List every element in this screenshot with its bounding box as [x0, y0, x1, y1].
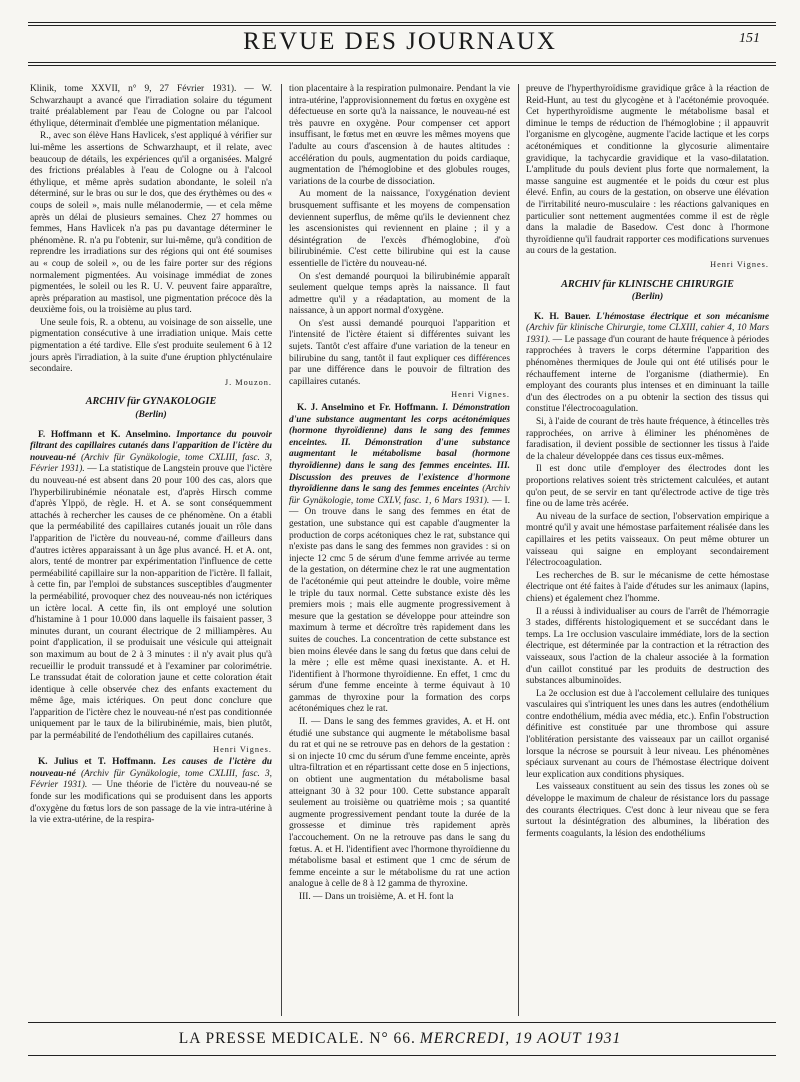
footer-rule-top: [28, 1022, 776, 1023]
article-title: L'hémostase électrique et son mécanisme: [596, 311, 770, 322]
column-divider-1: [281, 84, 282, 1016]
article-text: — Une théorie de l'ictère du nouveau-né se fonde sur les modifications qui se produisent dans les apports d'oxygène du fœtus lors de son passage de la vie intra-utérine à la vie extra-utérine, de la respira-: [30, 780, 273, 826]
column-3: [526, 84, 769, 841]
article-title: Importance du pouvoir filtrant des capillaires cutanés dans l'apparition de l'ictère du nouveau-né: [30, 429, 273, 463]
article: [526, 312, 769, 841]
header-rule-bottom: [28, 62, 776, 63]
paragraph: II. — Dans le sang des femmes gravides, A. et H. ont étudié une substance qui augmente le métabolisme basal du rat et qui ne se retrouve pas en dehors de la gestation : si on injecte 10 cmc du sérum d'une femme enceinte, après ultra-filtration et en répartissant cette dose en 5 injections, on obtient une augmentation du métabolisme basal atteignant 30 à 32 pour 100. Cette substance apparaît seulement au troisième ou quatrième mois ; sa quantité augmente progressivement pendant toute la durée de la grossesse et diminue très rapidement après l'accouchement. On ne la retrouve pas dans le sang du fœtus. A. et H. l'identifient avec l'hormone thyroïdienne du métabolisme basal et estiment que 1 cmc de sérum de femme enceinte a sur le métabolisme du rat une action analogue à celle de 8 à 12 gamma de thyroxine.: [289, 717, 510, 890]
article-body: [526, 312, 769, 416]
paragraph: Au niveau de la surface de section, l'observation empirique a montré qu'il y avait une hémostase parfaitement réalisée dans les capillaires et les petits vaisseaux. On peut même obturer un vaisseau qui saigne en employant secondairement l'électrocoagulation.: [526, 511, 770, 569]
page-number: 151: [739, 31, 760, 46]
section-title: ARCHIV für KLINISCHE CHIRURGIE: [561, 278, 734, 290]
paragraph: Au moment de la naissance, l'oxygénation devient brusquement suffisante et les moyens de compensation deviennent superflus, de même qu'ils le deviennent chez les ascensionistes qui reviennent en plaine ; il y a désintégration de l'excès d'hémoglobine, d'où bilirubinémie. C'est cette bilirubine qui est la cause essentielle de l'ictère du nouveau-né.: [289, 189, 510, 269]
paragraph: Il est donc utile d'employer des électrodes dont les proportions relatives soient très strictement calculées, et autant qu'on peut, de se servir en tant qu'électrode active de tige très fine ou de lame très acérée.: [526, 464, 769, 510]
article-authors: K. J. Anselmino et Fr. Hoffmann.: [297, 403, 439, 414]
article-body: [30, 757, 272, 827]
article: [30, 430, 272, 743]
signature: Henri Vignes.: [710, 259, 769, 269]
footer-rule-bottom: [28, 1055, 776, 1056]
article-source: (Archiv für Gynäkologie, tome CXLIII, fasc. 3, Février 1931).: [30, 768, 272, 791]
paragraph: La 2e occlusion est due à l'accolement cellulaire des tuniques vasculaires qui s'intriquent les unes dans les autres (endothélium contre endothélium, média avec média, etc.). Enfin l'obstruction définitive est constituée par une thrombose qui assure l'oblitération persistante des vaisseaux par un caillot organisé lorsque la nécrose se poursuit à leur niveau. Les phénomènes spéciaux survenant au cours de l'hémostase électrique doivent leur explication aux conditions physiques.: [526, 688, 769, 780]
header-rule-bottom-2: [28, 65, 776, 66]
article-authors: F. Hoffmann et K. Anselmino.: [38, 429, 171, 440]
article-body: [30, 430, 272, 743]
paragraph: Klinik, tome XXVII, n° 9, 27 Février 1931). — W. Schwarzhaupt a avancé que l'irradiation solaire du tégument traité préalablement par l'eau de Cologne ou par l'alcool éthylique, déterminait d'emblée une pigmentation mélanique.: [30, 84, 272, 129]
column-1: [30, 84, 272, 828]
paragraph: Les vaisseaux constituent au sein des tissus les zones où se développe le maximum de chaleur de résistance lors du passage des courants électriques. C'est donc à leur niveau que se fera surtout la désintégration des albumines, la libération des ferments coagulants, la lésion des endothéliums: [526, 782, 769, 839]
header-rule-top: [28, 22, 776, 23]
column-2: [289, 84, 510, 905]
paragraph: tion placentaire à la respiration pulmonaire. Pendant la vie intra-utérine, l'approvisionnement du fœtus en oxygène est défectueuse en sorte qu'à la naissance, le nouveau-né est très pauvre en oxygène. Pour compenser cet apport insuffisant, le fœtus met en œuvre les mêmes moyens que l'adulte au cours d'ascension à de hautes altitudes : accélération du pouls, augmentation du poids cardiaque, augmentation de l'hémoglobine et des globules rouges, variations de la courbe de dissociation.: [289, 84, 510, 187]
article-source: (Archiv für Gynäkologie, tome CXLV, fasc. 1, 6 Mars 1931).: [289, 484, 511, 506]
paragraph: Il a réussi à individualiser au cours de l'arrêt de l'hémorragie 3 stades, différents histologiquement et se succédant dans le temps. La 1re occlusion vasculaire immédiate, lors de la section électrique, est déterminée par la contraction et la rétraction des vaisseaux, sous l'action de la chaleur associée à la formation d'un caillot constitué par les produits de destruction des substances albuminoïdes.: [526, 606, 769, 687]
paragraph: Si, à l'aide de courant de très haute fréquence, à étincelles très rapprochées, on arrive à éliminer les phénomènes de faradisation, il devient possible de sectionner les tissus à l'aide de la chaleur développée dans ces tissus eux-mêmes.: [526, 417, 769, 462]
article-authors: K. Julius et T. Hoffmann.: [38, 757, 156, 768]
header-rule-top-2: [28, 25, 776, 26]
article-source: (Archiv für Gynäkologie, tome CXLIII, fasc. 3, Février 1931).: [30, 452, 272, 475]
paragraph: Les recherches de B. sur le mécanisme de cette hémostase électrique ont été faites à l'aide d'études sur les animaux (lapins, chiens) et également chez l'homme.: [526, 570, 769, 604]
page-footer: [0, 1030, 800, 1048]
signature: Henri Vignes.: [213, 744, 272, 754]
article: [30, 757, 272, 827]
article-text: — La statistique de Langstein prouve que l'ictère du nouveau-né est absent dans 20 pour 100 des cas, alors que l'hyperbilirubinémie néonatale est, d'après Hirsch comme d'après Ylppö, de règle. H. et A. se sont conséquemment attachés à rechercher les causes de ce phénomène. On a établi que la perméabilité des capillaires cutanés jouait un rôle dans l'apparition de l'ictère du nouveau-né, comme d'ailleurs dans d'autres ictères apparaissant à un âge plus avancé. H. et A. ont, alors, tenté de montrer par expérimentation l'influence de cette perméabilité capillaire sur la non-apparition de l'ictère. Il fallait, à cette fin, par l'emploi de substances susceptibles d'augmenter la perméabilité, provoquer chez des nouveau-nés non ictériques un ictère local. A cette fin, ils ont employé une solution d'histamine à 1 pour 10.000 dans laquelle ils faisaient passer, 3 minutes durant, un courant électrique de 2 milliampères. Au point d'application, il se produisait une vésicule qui atteignait son maximum au bout de 2 à 3 minutes : il n'y avait plus qu'à recueillir le produit transsudé et à l'examiner par colorimétrie. Le transsudat était de coloration jaune et cette coloration était identique à celle observée chez des enfants exactement du même âge, mais ictériques. On peut donc conclure que l'apparition de l'ictère chez le nouveau-né n'est pas conditionnée uniquement par le taux de la bilirubinémie, mais, bien plutôt, par la perméabilité de l'endothélium des capillaires cutanés.: [30, 464, 273, 742]
article-body: [289, 403, 510, 716]
footer-date: MERCREDI, 19 AOUT 1931: [419, 1030, 622, 1047]
section-city: (Berlin): [135, 409, 167, 421]
section-title: ARCHIV für GYNAKOLOGIE: [85, 396, 217, 408]
paragraph: III. — Dans un troisième, A. et H. font la: [299, 891, 454, 902]
column-divider-2: [518, 84, 519, 1016]
article-title: Les causes de l'ictère du nouveau-né: [30, 757, 272, 779]
article: [289, 403, 510, 904]
paragraph: On s'est demandé pourquoi la bilirubinémie apparaît seulement quelque temps après la naissance. Il faut admettre qu'il y a réadaptation, au moment de la naissance, à un apport normal d'oxygène.: [289, 271, 510, 317]
article-text: — I. — On trouve dans le sang des femmes en état de gestation, une substance qui est capable d'augmenter la production de corps acétoniques chez le rat, substance qui n'existe pas dans le sang des femmes non gravides : si on injecte 12 cmc 5 de sérum d'une femme arrivée au terme de la gestation, on détermine chez le rat une augmentation de l'acétonémie qui peut atteindre le double, voire même le triple du taux normal. Cette substance existe dès les premiers mois ; mais elle augmente progressivement à mesure que la gestation se développe pour atteindre son maximum à terme et décroître très rapidement dans les suites de couches. La concentration de cette substance est bien moins élevée dans le sang du fœtus que dans celui de la mère ; elle est même quasi inexistante. A. et H. l'identifient à l'hormone thyroïdienne. En effet, 1 cmc du sérum d'une femme enceinte à terme équivaut à 10 gammas de thyroxine pour la formation des corps acétonémiques chez le rat.: [289, 495, 511, 715]
article-text: — Le passage d'un courant de haute fréquence à périodes rapprochées à travers le corps détermine l'apparition des phénomènes thermiques de Joule qui ont été utilisés pour le réchauffement interne de l'organisme (diathermie). En employant des courants plus intenses et en diminuant la taille d'un des électrodes on a pu obtenir la section des tissus qui constitue l'électrocoagulation.: [526, 334, 769, 415]
signature: J. Mouzon.: [224, 377, 272, 387]
footer-journal: LA PRESSE MEDICALE. N° 66.: [178, 1030, 416, 1047]
paragraph: Une seule fois, R. a obtenu, au voisinage de son aisselle, une pigmentation consécutive à une irradiation unique. Mais cette pigmentation a été tardive. Elle s'est produite seulement 6 à 12 jours après l'irradiation, à la suite d'une éruption phlycténulaire secondaire.: [30, 317, 272, 375]
article-title: I. Démonstration d'une substance augmentant les corps acétonémiques (hormone thyroïdienne) dans le sang des femmes enceintes. II. Démonstration d'une substance augmentant le métabolisme basal (hormone thyroïdienne) dans le sang des femmes enceintes. III. Discussion des preuves de l'existence d'hormone thyroïdienne dans le sang des femmes enceintes: [289, 403, 510, 495]
paragraph: R., avec son élève Hans Havlicek, s'est appliqué à vérifier sur lui-même les assertions de Schwarzhaupt, et il relate, avec beaucoup de détails, les expériences qu'il a organisées. Malgré des frictions préalables à l'eau de Cologne ou à l'alcool éthylique, et même après sudation abondante, le soleil n'a déterminé, sur le bras ou sur le dos, que des érythèmes ou des « coups de soleil », mais nulle mélanodermie, — et cela même après un délai de plusieurs semaines. Chez 27 hommes ou femmes, Hans Havlicek n'a pas pu davantage déterminer le phénomène. R. n'a pu l'obtenir, sur lui-même, qu'à condition de reprendre les irradiations sur des régions qui ont été soumises au « coup de soleil », ou de les faire porter sur des régions normalement pigmentées. Au voisinage immédiat de zones pigmentées, le soleil ou les R. U. V. peuvent faire apparaître, après préparation au mastisol, une pigmentation précoce dès la deuxième fois, ou la troisième au plus tard.: [30, 131, 272, 316]
section-city: (Berlin): [631, 291, 664, 303]
article-authors: K. H. Bauer.: [534, 311, 591, 322]
signature: Henri Vignes.: [451, 390, 510, 400]
paragraph: preuve de l'hyperthyroïdisme gravidique grâce à la réaction de Reid-Hunt, au test du glycogène et à l'acétonémie provoquée. Cet hyperthyroïdisme augmente le métabolisme basal et diminue le temps de réduction de l'hémoglobine ; il appauvrit l'organisme en glycogène, augmente l'acide lactique et les corps acétonémiques et conditionne la glycosurie alimentaire gravidique, la tachycardie gravidique et la vaso-dilatation. L'amplitude du pouls devient plus forte que normalement, la masse sanguine est augmentée et le poids du cœur est plus élevé. Enfin, au cours de la gestation, on observe une élévation de l'irritabilité neuro-musculaire : les réactions galvaniques en particulier sont nettement augmentées comme il est de règle dans la maladie de Basedow. C'est donc à l'hormone thyroïdienne qu'il faudrait rapporter ces modifications survenues au cours de la gestation.: [526, 84, 769, 257]
paragraph: On s'est aussi demandé pourquoi l'apparition et l'intensité de l'ictère étaient si différentes suivant les sujets. Tantôt c'est affaire d'une variation de la teneur en bilirubine du sang, tantôt il faut expliquer ces différences par une différence dans le pouvoir de filtration des capillaires cutanés.: [289, 318, 510, 387]
page-title: REVUE DES JOURNAUX: [243, 28, 557, 55]
article-source: (Archiv für klinische Chirurgie, tome CLXIII, cahier 4, 10 Mars 1931).: [526, 323, 769, 345]
